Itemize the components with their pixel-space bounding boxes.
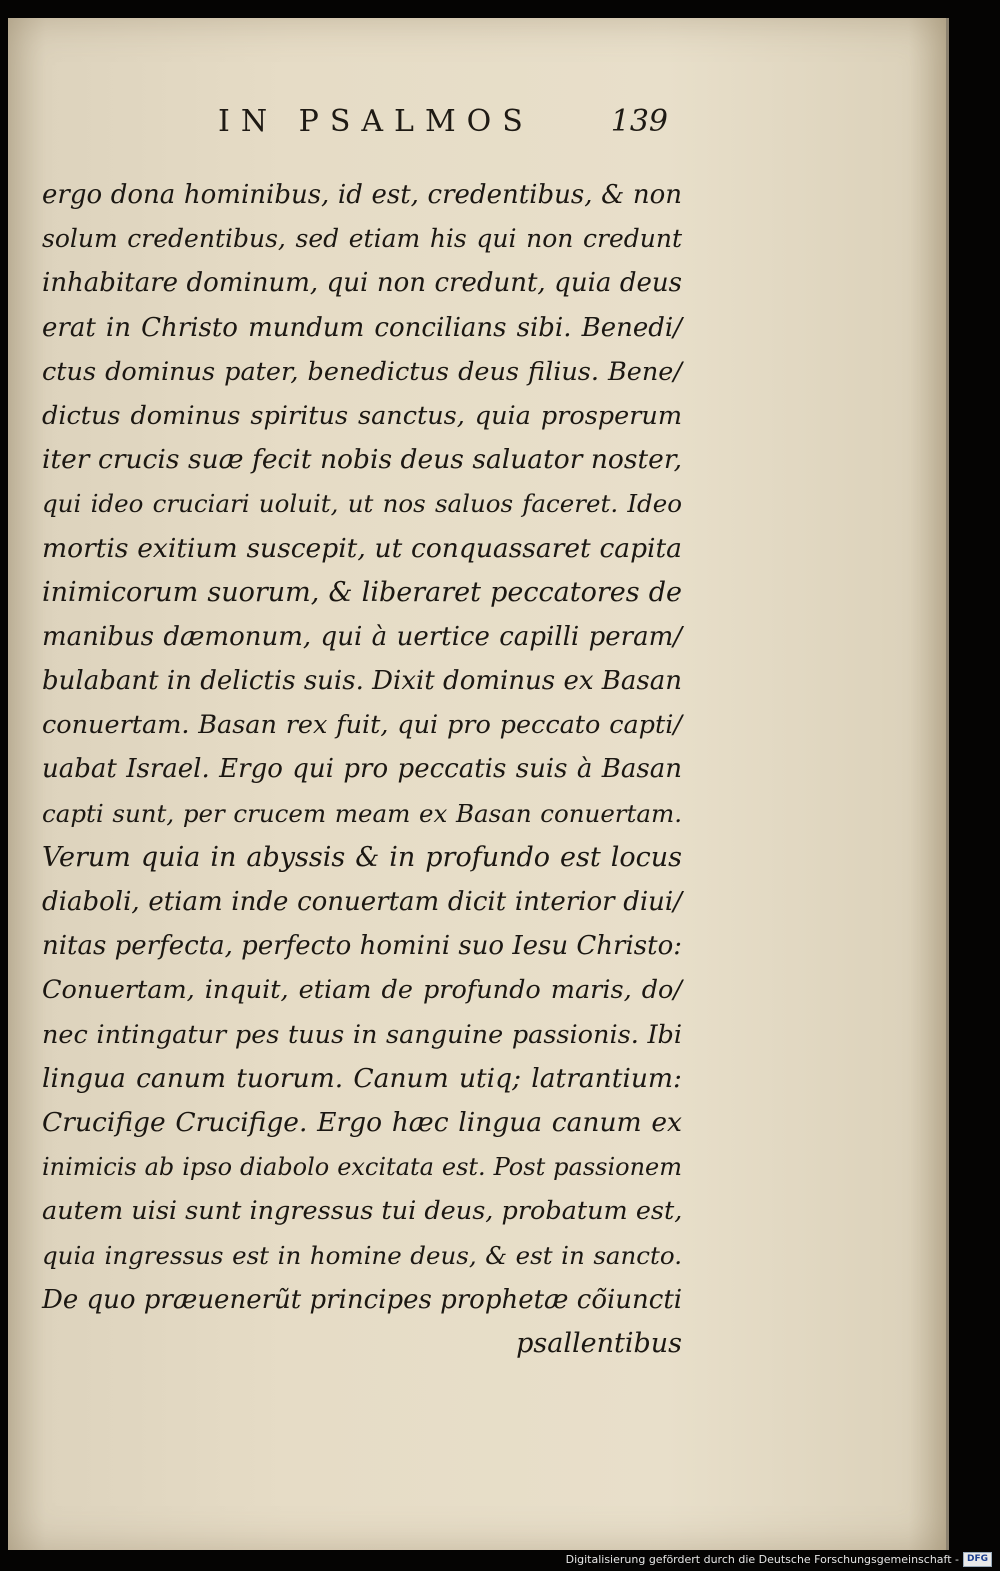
- text-line: nec intingatur pes tuus in sanguine passionis. Ibi: [42, 1019, 682, 1050]
- text-line: qui ideo cruciari uoluit, ut nos saluos faceret. Ideo: [42, 489, 682, 519]
- text-line: capti sunt, per crucem meam ex Basan conuertam.: [42, 798, 682, 828]
- text-line: diaboli, etiam inde conuertam dicit interior diui/: [42, 887, 682, 917]
- page-number: 139: [610, 104, 668, 139]
- text-line: erat in Christo mundum concilians sibi. Benedi/: [42, 312, 682, 343]
- text-line: dictus dominus spiritus sanctus, quia prosperum: [42, 400, 682, 431]
- catchword: psallentibus: [516, 1327, 682, 1359]
- book-page: [8, 18, 949, 1550]
- text-line: Crucifige Crucifige. Ergo hæc lingua canum ex: [42, 1106, 682, 1138]
- text-line: inimicis ab ipso diabolo excitata est. Post passionem: [42, 1153, 682, 1182]
- running-title: IN PSALMOS: [218, 104, 534, 139]
- funding-credit: Digitalisierung gefördert durch die Deutsche Forschungsgemeinschaft -: [565, 1552, 959, 1566]
- digitization-footer: [566, 1551, 992, 1567]
- text-line: inhabitare dominum, qui non credunt, quia deus: [42, 268, 682, 299]
- text-line: ergo dona hominibus, id est, credentibus, & non: [42, 180, 682, 210]
- text-line: ctus dominus pater, benedictus deus filius. Bene/: [42, 356, 682, 387]
- text-line: bulabant in delictis suis. Dixit dominus ex Basan: [42, 666, 682, 697]
- text-line: Conuertam, inquit, etiam de profundo maris, do/: [42, 975, 682, 1006]
- text-line: uabat Israel. Ergo qui pro peccatis suis à Basan: [42, 754, 682, 785]
- text-line: quia ingressus est in homine deus, & est in sancto.: [42, 1240, 682, 1270]
- text-line: lingua canum tuorum. Canum utiq; latrantium:: [42, 1062, 682, 1094]
- text-line: nitas perfecta, perfecto homini suo Iesu Christo:: [42, 931, 682, 962]
- running-head: [218, 104, 668, 154]
- text-line: De quo præuenerũt principes prophetæ cõiuncti: [42, 1284, 683, 1315]
- text-line: conuertam. Basan rex fuit, qui pro peccato capti/: [42, 710, 682, 741]
- text-line: inimicorum suorum, & liberaret peccatores de: [42, 576, 682, 608]
- text-line: iter crucis suæ fecit nobis deus saluator noster,: [42, 444, 682, 476]
- text-line: mortis exitium suscepit, ut conquassaret capita: [42, 532, 682, 564]
- text-line: manibus dæmonum, qui à uertice capilli peram/: [42, 621, 682, 652]
- dfg-logo: DFG: [963, 1552, 992, 1567]
- text-line: solum credentibus, sed etiam his qui non credunt: [42, 224, 682, 254]
- text-line: autem uisi sunt ingressus tui deus, probatum est,: [42, 1196, 683, 1227]
- text-line: Verum quia in abyssis & in profundo est locus: [42, 841, 682, 873]
- text-block: [42, 173, 682, 1366]
